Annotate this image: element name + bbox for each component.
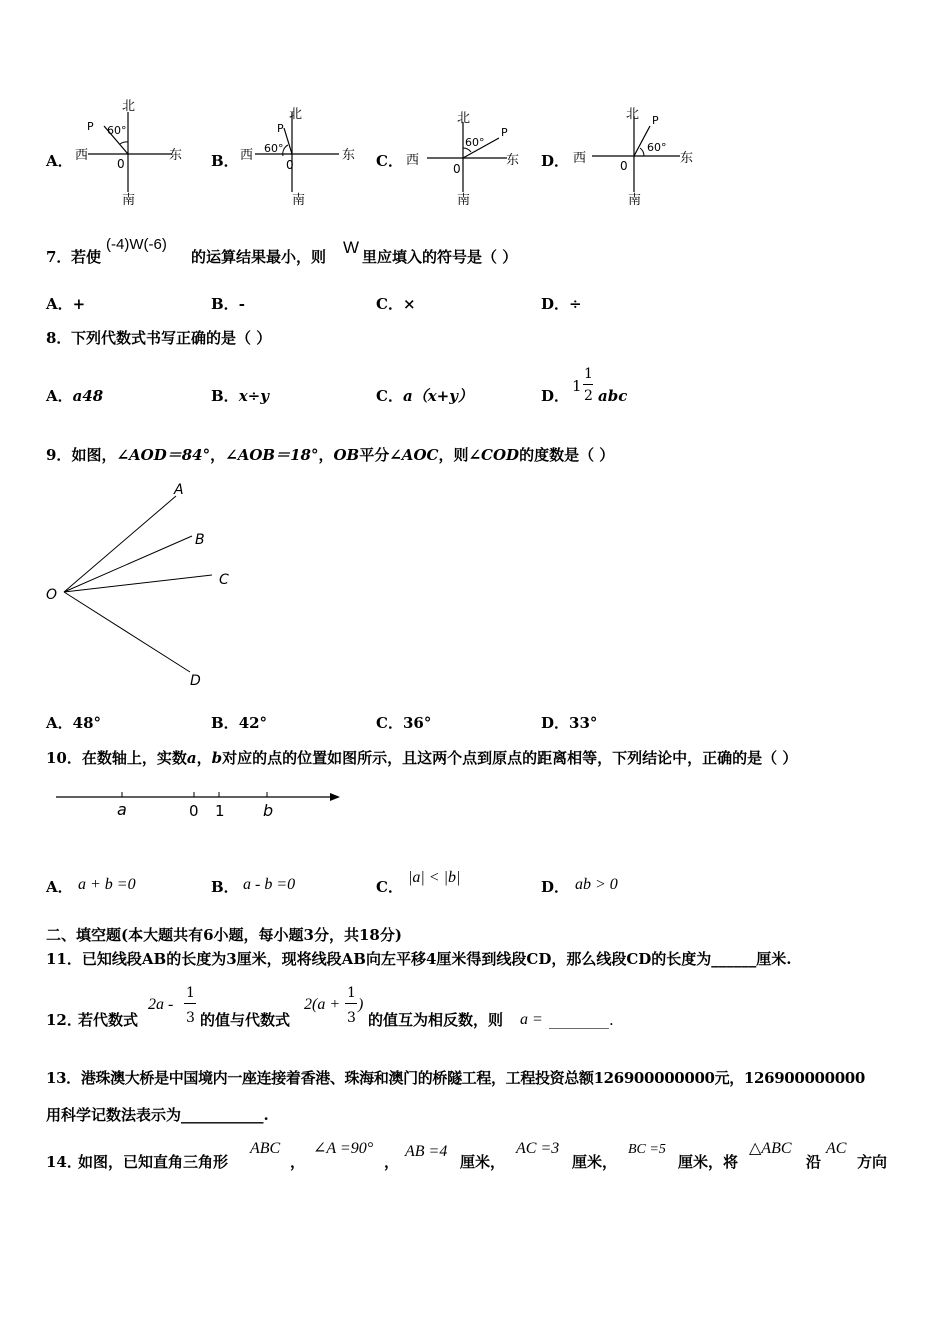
q10-option-c-text: |a| < |b| (408, 869, 461, 886)
q14-p1: 如图，已知直角三角形 (78, 1153, 229, 1171)
q12-expr2-close: ) (358, 996, 364, 1013)
svg-text:0: 0 (620, 159, 628, 173)
q10-option-c-label: C． (376, 878, 403, 896)
q14-e4: AC =3 (516, 1140, 560, 1157)
q6-option-d-label: D． (541, 152, 570, 170)
svg-text:北: 北 (457, 111, 471, 126)
svg-text:西: 西 (406, 153, 420, 168)
q6-compass-figure-a (70, 98, 195, 210)
q7-symbol: W (343, 238, 360, 257)
svg-text:a: a (117, 800, 127, 819)
q7-option-d: D．÷ (541, 295, 582, 313)
svg-text:西: 西 (573, 151, 587, 166)
q6-compass-figure-c (403, 98, 528, 210)
q14-u3: 厘米，将 (678, 1153, 739, 1171)
q9-option-d: D．33° (541, 714, 598, 732)
q7-option-b: B．- (211, 295, 245, 313)
q12-p3: 的值互为相反数，则 (368, 1011, 504, 1029)
svg-text:D: D (190, 673, 201, 689)
q12-p1: 若代数式 (78, 1011, 139, 1029)
q10-number-line (50, 784, 350, 824)
q6-option-b-label: B． (211, 152, 239, 170)
q14-e3: AB =4 (405, 1143, 448, 1160)
q12-number: 12． (46, 1011, 82, 1029)
q12-frac2-num: 1 (347, 985, 356, 1001)
north-label: 北 (122, 99, 136, 114)
svg-text:南: 南 (457, 193, 471, 208)
svg-text:东: 东 (680, 151, 694, 166)
q8-option-d-text: abc (598, 387, 628, 405)
q12-blank: ________. (549, 1011, 614, 1029)
svg-text:A: A (174, 482, 184, 498)
svg-text:C: C (219, 572, 229, 588)
q14-c2: ， (384, 1153, 400, 1171)
angle-label: 60° (107, 124, 127, 137)
q8-fraction-bar (583, 384, 593, 385)
svg-text:东: 东 (342, 148, 356, 163)
q9-stem: 9．如图，∠AOD＝84°，∠AOB＝18°，OB平分∠AOC，则∠COD的度数是（ ） (46, 446, 615, 464)
svg-text:东: 东 (506, 153, 520, 168)
svg-text:P: P (501, 126, 508, 139)
q8-option-a: A．a48 (46, 387, 104, 405)
q10-option-d-text: ab > 0 (575, 876, 618, 893)
svg-text:P: P (652, 114, 659, 127)
svg-text:北: 北 (289, 107, 303, 122)
q9-option-b: B．42° (211, 714, 268, 732)
q8-mixed-whole: 1 (572, 377, 582, 395)
q12-frac1-num: 1 (186, 985, 195, 1001)
q8-mixed-num: 1 (584, 366, 593, 382)
q7-middle: 的运算结果最小，则 (191, 248, 327, 266)
svg-text:P: P (277, 122, 284, 135)
q10-option-d-label: D． (541, 878, 570, 896)
q12-p2: 的值与代数式 (200, 1011, 291, 1029)
svg-text:1: 1 (215, 802, 225, 820)
q9-option-c: C．36° (376, 714, 432, 732)
svg-text:60°: 60° (647, 141, 667, 154)
q6-option-a-label: A． (46, 152, 73, 170)
q12-frac1-den: 3 (186, 1010, 195, 1026)
q8-option-b: B．x÷y (211, 387, 269, 405)
q7-suffix: 里应填入的符号是（ ） (362, 248, 518, 266)
q6-compass-figure-d (570, 98, 695, 210)
q14-e5: BC =5 (628, 1142, 666, 1157)
q12-frac2-den: 3 (347, 1010, 356, 1026)
q8-option-c: C．a（x+y） (376, 387, 473, 405)
svg-text:0: 0 (453, 162, 461, 176)
section-title: 二、填空题(本大题共有6小题，每小题3分，共18分) (46, 926, 402, 944)
q7-option-a: A．+ (46, 295, 86, 313)
q10-stem: 10．在数轴上，实数a，b对应的点的位置如图所示，且这两个点到原点的距离相等，下列结论中，正确的是（ ） (46, 749, 798, 767)
q9-angle-figure (40, 476, 240, 690)
svg-text:0: 0 (286, 158, 294, 172)
q14-p3: 方向 (857, 1153, 888, 1171)
q12-frac1-bar (184, 1003, 196, 1004)
svg-text:南: 南 (292, 193, 306, 208)
svg-text:60°: 60° (465, 136, 485, 149)
q8-stem: 下列代数式书写正确的是（ ） (71, 329, 272, 347)
q8-mixed-den: 2 (584, 388, 593, 404)
q14-p2: 沿 (806, 1153, 822, 1171)
q8-option-d-label: D． (541, 387, 570, 405)
q8-number: 8． (46, 329, 72, 347)
svg-text:O: O (46, 587, 58, 603)
svg-text:B: B (195, 532, 205, 548)
point-label: P (87, 120, 94, 133)
south-label: 南 (122, 193, 136, 208)
east-label: 东 (169, 148, 183, 163)
q11: 11．已知线段AB的长度为3厘米，现将线段AB向左平移4厘米得到线段CD，那么线段CD的长度为______厘米. (46, 950, 792, 968)
svg-text:0: 0 (189, 802, 199, 820)
q10-option-b-label: B． (211, 878, 239, 896)
q7-number: 7． (46, 248, 72, 266)
q13-line2: 用科学记数法表示为___________. (46, 1106, 269, 1124)
q12-var: a = (520, 1011, 543, 1028)
q10-option-a-label: A． (46, 878, 73, 896)
svg-text:北: 北 (626, 107, 640, 122)
svg-text:b: b (263, 801, 274, 820)
q14-e2: ∠A =90° (313, 1140, 374, 1157)
q14-number: 14． (46, 1153, 82, 1171)
q7-option-c: C．× (376, 295, 416, 313)
q6-option-c-label: C． (376, 152, 403, 170)
q10-option-a-text: a + b =0 (78, 876, 136, 893)
q14-c1: ， (290, 1153, 306, 1171)
q12-frac2-bar (345, 1003, 357, 1004)
q12-expr1: 2a - (148, 996, 174, 1013)
q14-e6: △ABC (749, 1140, 792, 1157)
q7-expression: (-4)W(-6) (106, 236, 167, 253)
q14-e1: ABC (250, 1140, 281, 1157)
svg-text:西: 西 (240, 148, 254, 163)
origin-label: 0 (117, 157, 125, 171)
svg-text:60°: 60° (264, 142, 284, 155)
q13-line1: 13．港珠澳大桥是中国境内一座连接着香港、珠海和澳门的桥隧工程，工程投资总额126900000000元，126900000000 (46, 1069, 865, 1087)
q14-e7: AC (826, 1140, 847, 1157)
q9-option-a: A．48° (46, 714, 102, 732)
q14-u1: 厘米， (460, 1153, 506, 1171)
q12-expr2: 2(a + (304, 996, 341, 1013)
q6-compass-figure-b (237, 98, 362, 210)
q10-option-b-text: a - b =0 (243, 876, 296, 893)
q7-prefix: 若使 (71, 248, 102, 266)
q14-u2: 厘米， (572, 1153, 618, 1171)
svg-text:南: 南 (628, 193, 642, 208)
west-label: 西 (75, 148, 89, 163)
